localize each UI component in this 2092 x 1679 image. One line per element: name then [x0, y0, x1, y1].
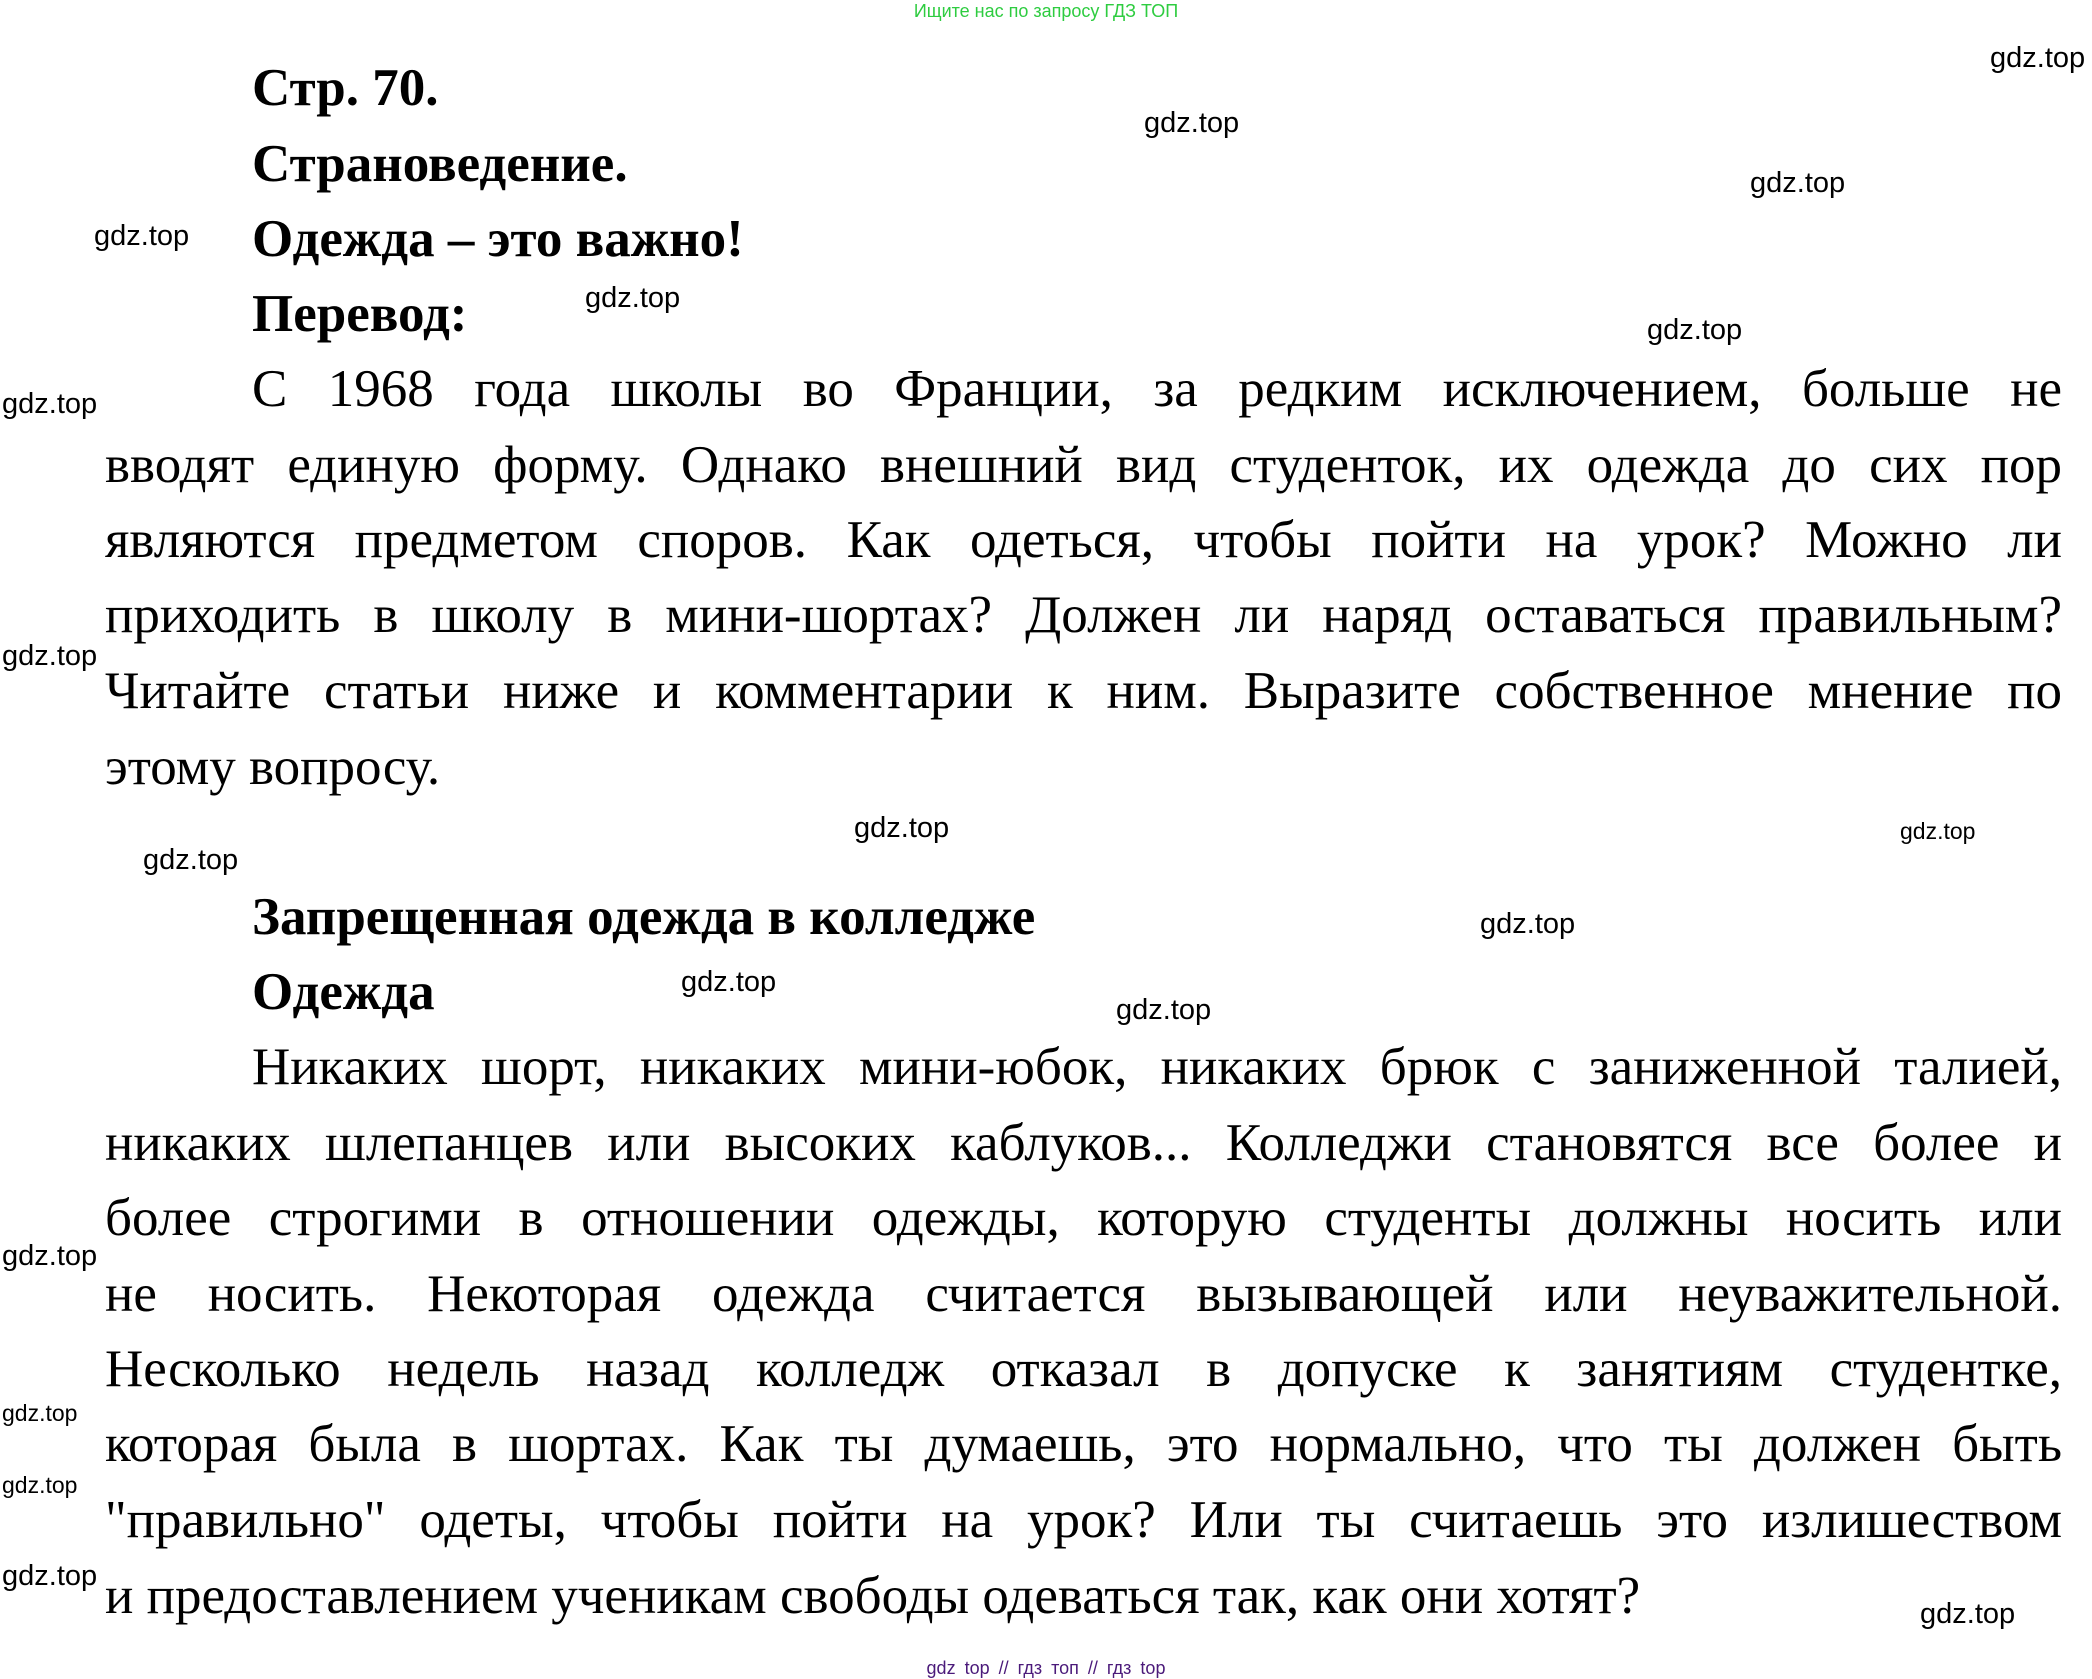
- bottom-banner: gdz top // гдз топ // гдз top: [926, 1658, 1166, 1678]
- paragraph-line: являются предметом споров. Как одеться, чтобы пойти на урок? Можно ли: [105, 511, 2062, 569]
- watermark: gdz.top: [2, 1560, 98, 1592]
- watermark: gdz.top: [94, 220, 190, 252]
- paragraph-line: приходить в школу в мини-шортах? Должен ли наряд оставаться правильным?: [105, 586, 2062, 644]
- watermark: gdz.top: [2, 1240, 98, 1272]
- article-line: "правильно" одеты, чтобы пойти на урок? Или ты считаешь это излишеством: [105, 1491, 2062, 1549]
- article-line: Несколько недель назад колледж отказал в допуске к занятиям студентке,: [105, 1340, 2062, 1398]
- article-line: более строгими в отношении одежды, которую студенты должны носить или: [105, 1189, 2062, 1247]
- watermark: gdz.top: [1900, 818, 1976, 844]
- page-number-heading: Стр. 70.: [252, 59, 439, 117]
- paragraph-line: Читайте статьи ниже и комментарии к ним. Выразите собственное мнение по: [105, 662, 2062, 720]
- watermark: gdz.top: [1480, 908, 1576, 940]
- article-subtitle: Одежда: [252, 963, 435, 1021]
- article-line: не носить. Некоторая одежда считается вызывающей или неуважительной.: [105, 1265, 2062, 1323]
- watermark: gdz.top: [681, 966, 777, 998]
- paragraph-line: вводят единую форму. Однако внешний вид студенток, их одежда до сих пор: [105, 436, 2062, 494]
- translation-heading: Перевод:: [252, 285, 468, 343]
- article-line: и предоставлением ученикам свободы одеваться так, как они хотят?: [105, 1567, 1641, 1625]
- watermark: gdz.top: [854, 812, 950, 844]
- watermark: gdz.top: [2, 388, 98, 420]
- watermark: gdz.top: [143, 844, 239, 876]
- watermark: gdz.top: [585, 282, 681, 314]
- paragraph-line: С 1968 года школы во Франции, за редким исключением, больше не: [252, 360, 2062, 418]
- section-heading: Страноведение.: [252, 135, 628, 193]
- paragraph-line: этому вопросу.: [105, 738, 441, 796]
- article-title: Запрещенная одежда в колледже: [252, 888, 1036, 946]
- title-heading: Одежда – это важно!: [252, 210, 744, 268]
- watermark: gdz.top: [2, 1400, 78, 1426]
- watermark: gdz.top: [1144, 107, 1240, 139]
- watermark: gdz.top: [1750, 167, 1846, 199]
- watermark: gdz.top: [1990, 42, 2086, 74]
- watermark: gdz.top: [2, 1472, 78, 1498]
- article-line: Никаких шорт, никаких мини-юбок, никаких брюк с заниженной талией,: [252, 1038, 2062, 1096]
- watermark: gdz.top: [2, 640, 98, 672]
- watermark: gdz.top: [1116, 994, 1212, 1026]
- watermark: gdz.top: [1647, 314, 1743, 346]
- article-line: никаких шлепанцев или высоких каблуков... Колледжи становятся все более и: [105, 1114, 2062, 1172]
- article-line: которая была в шортах. Как ты думаешь, это нормально, что ты должен быть: [105, 1415, 2062, 1473]
- watermark: gdz.top: [1920, 1598, 2016, 1630]
- top-banner: Ищите нас по запросу ГДЗ ТОП: [913, 1, 1179, 21]
